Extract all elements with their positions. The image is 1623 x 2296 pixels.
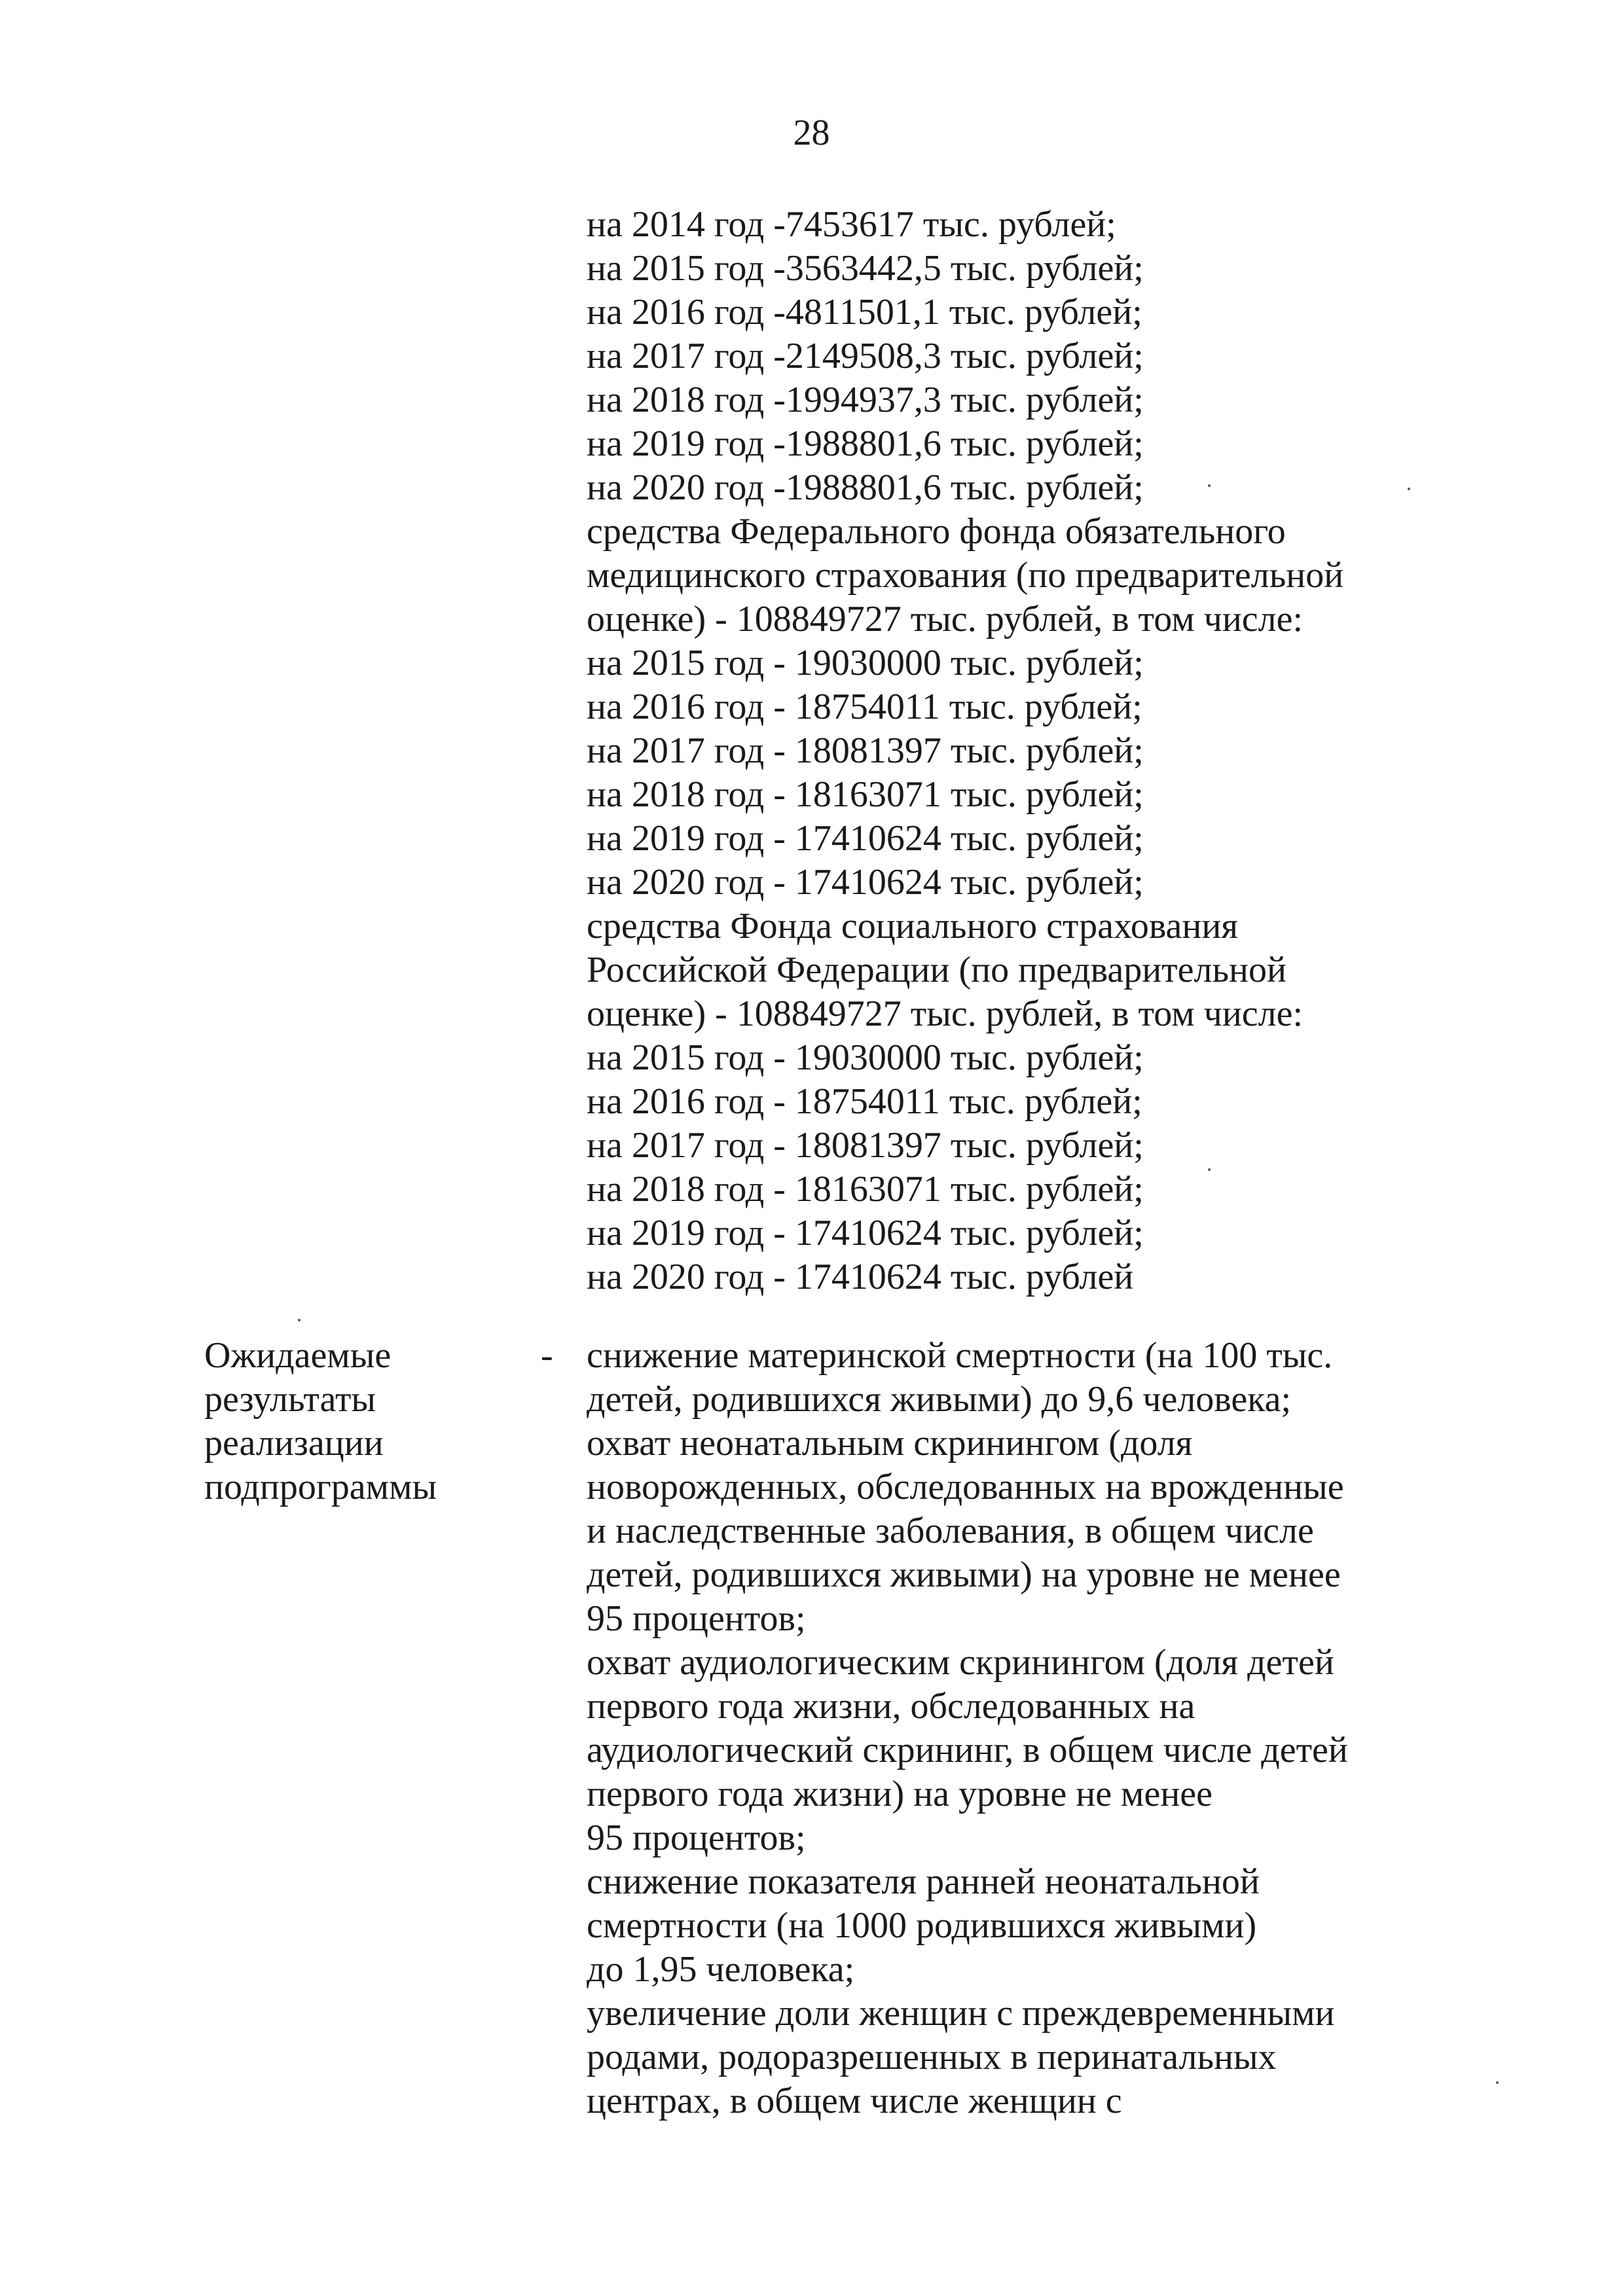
funding-line: средства Фонда социального страхования: [587, 906, 1239, 946]
results-line: и наследственные заболевания, в общем числе: [587, 1511, 1314, 1551]
funding-line: на 2016 год - 18754011 тыс. рублей;: [587, 687, 1142, 727]
results-line: первого года жизни, обследованных на: [587, 1686, 1195, 1727]
results-label-line: реализации: [204, 1423, 384, 1463]
page-number: 28: [793, 113, 830, 153]
scan-speck: [298, 1319, 301, 1321]
funding-line: на 2017 год - 18081397 тыс. рублей;: [587, 730, 1144, 771]
results-line: охват неонатальным скринингом (доля: [587, 1423, 1193, 1463]
results-line: детей, родившихся живыми) до 9,6 человека;: [587, 1379, 1292, 1420]
funding-line: на 2015 год -3563442,5 тыс. рублей;: [587, 248, 1144, 289]
results-line: аудиологический скрининг, в общем числе детей: [587, 1730, 1348, 1770]
funding-line: средства Федерального фонда обязательного: [587, 511, 1286, 552]
funding-line: оценке) - 108849727 тыс. рублей, в том числе:: [587, 599, 1303, 639]
funding-line: на 2017 год -2149508,3 тыс. рублей;: [587, 336, 1144, 376]
results-line: 95 процентов;: [587, 1818, 806, 1858]
results-line: увеличение доли женщин с преждевременными: [587, 1993, 1335, 2034]
funding-line: на 2017 год - 18081397 тыс. рублей;: [587, 1125, 1144, 1166]
funding-block: [587, 203, 1457, 1299]
funding-line: медицинского страхования (по предварительной: [587, 555, 1344, 596]
results-line: снижение показателя ранней неонатальной: [587, 1861, 1260, 1902]
funding-line: на 2019 год - 17410624 тыс. рублей;: [587, 818, 1144, 859]
scan-speck: [1208, 1168, 1211, 1171]
results-line: центрах, в общем числе женщин с: [587, 2081, 1122, 2121]
scan-speck: [1496, 2081, 1499, 2084]
funding-line: на 2018 год - 18163071 тыс. рублей;: [587, 1169, 1144, 1210]
results-label-line: результаты: [204, 1379, 376, 1420]
funding-line: на 2020 год - 17410624 тыс. рублей;: [587, 862, 1144, 903]
results-line: до 1,95 человека;: [587, 1949, 855, 1990]
funding-line: на 2016 год - 18754011 тыс. рублей;: [587, 1081, 1142, 1122]
funding-line: на 2019 год -1988801,6 тыс. рублей;: [587, 423, 1144, 464]
funding-line: на 2015 год - 19030000 тыс. рублей;: [587, 1037, 1144, 1078]
funding-line: на 2014 год -7453617 тыс. рублей;: [587, 204, 1116, 245]
funding-line: на 2020 год -1988801,6 тыс. рублей;: [587, 467, 1144, 508]
results-label: [204, 1334, 545, 1509]
funding-line: Российской Федерации (по предварительной: [587, 950, 1286, 990]
results-block: [587, 1334, 1457, 2123]
results-line: детей, родившихся живыми) на уровне не менее: [587, 1554, 1341, 1595]
funding-line: на 2015 год - 19030000 тыс. рублей;: [587, 643, 1144, 683]
results-line: смертности (на 1000 родившихся живыми): [587, 1905, 1257, 1946]
results-line: снижение материнской смертности (на 100 тыс.: [587, 1335, 1333, 1376]
results-line: охват аудиологическим скринингом (доля детей: [587, 1642, 1334, 1683]
results-line: 95 процентов;: [587, 1598, 806, 1639]
results-label-line: подпрограммы: [204, 1467, 437, 1507]
funding-line: на 2019 год - 17410624 тыс. рублей;: [587, 1213, 1144, 1253]
funding-line: на 2018 год - 18163071 тыс. рублей;: [587, 774, 1144, 815]
results-line: родами, родоразрешенных в перинатальных: [587, 2037, 1277, 2077]
funding-line: на 2018 год -1994937,3 тыс. рублей;: [587, 380, 1144, 420]
results-line: новорожденных, обследованных на врожденные: [587, 1467, 1344, 1507]
results-label-line: Ожидаемые: [204, 1335, 392, 1376]
scan-speck: [1408, 488, 1410, 490]
scan-speck: [1208, 484, 1211, 487]
funding-line: на 2020 год - 17410624 тыс. рублей: [587, 1257, 1134, 1297]
funding-line: оценке) - 108849727 тыс. рублей, в том числе:: [587, 994, 1303, 1034]
results-line: первого года жизни) на уровне не менее: [587, 1774, 1213, 1814]
results-dash: -: [541, 1335, 553, 1376]
funding-line: на 2016 год -4811501,1 тыс. рублей;: [587, 292, 1142, 332]
